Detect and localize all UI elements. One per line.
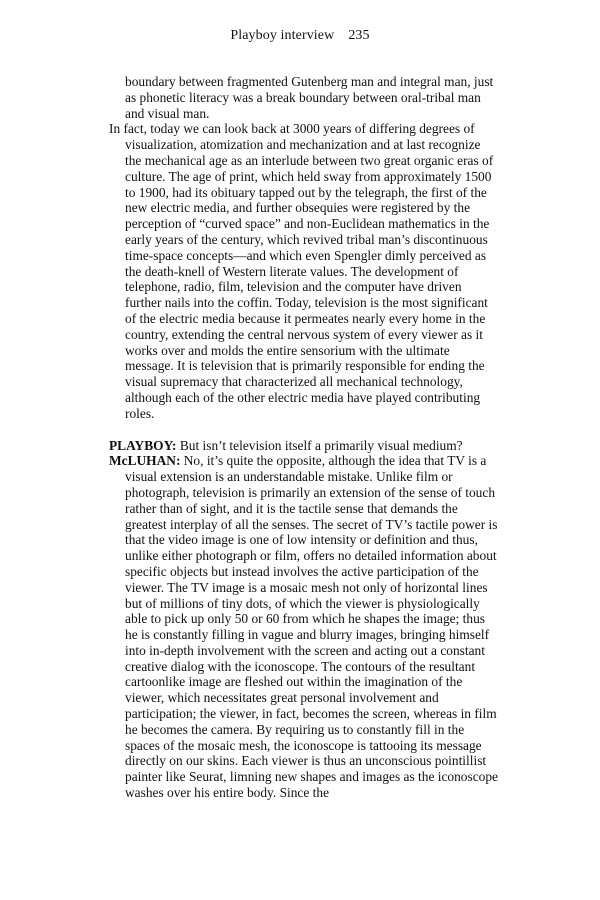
paragraph-spacer bbox=[109, 422, 499, 438]
dialogue-text: No, it’s quite the opposite, although the idea that TV is a visual extension is an understandable mistake. Unlike film or photograph, television is primarily an extension of the sense of touch rather than of sight, and it is the tactile sense that demands the greatest interplay of all the senses. The secret of TV’s tactile power is that the video image is one of low intensity or definition and thus, unlike either photograph or film, offers no detailed information about specific objects but instead involves the active participation of the viewer. The TV image is a mosaic mesh not only of horizontal lines but of millions of tiny dots, of which the viewer is physiologically able to pick up only 50 or 60 from which he shapes the image; thus he is constantly filling in vague and blurry images, bringing himself into in-depth involvement with the screen and acting out a constant creative dialog with the iconoscope. The contours of the resultant cartoonlike image are fleshed out within the imagination of the viewer, which necessitates great personal involvement and participation; the viewer, in fact, becomes the screen, whereas in film he becomes the camera. By requiring us to constantly fill in the spaces of the mosaic mesh, the iconoscope is tattooing its message directly on our skins. Each viewer is thus an unconscious pointillist painter like Seurat, limning new shapes and images as the iconoscope washes over his entire body. Since the bbox=[125, 453, 498, 801]
page-number: 235 bbox=[348, 28, 370, 43]
paragraph-continuation: boundary between fragmented Gutenberg man and integral man, just as phonetic literacy was a break boundary between oral-tribal man and visual man. bbox=[125, 74, 494, 121]
paragraph: In fact, today we can look back at 3000 years of differing degrees of visualization, atomization and mechanization and at last recognize the mechanical age as an interlude between two great organic eras of culture. The age of print, which held sway from approximately 1500 to 1900, had its obituary tapped out by the telegraph, the first of the new electric media, and further obsequies were registered by the perception of “curved space” and non-Euclidean mathematics in the early years of the century, which revived tribal man’s discontinuous time-space concepts—and which even Spengler dimly perceived as the death-knell of Western literate values. The development of telephone, radio, film, television and the computer have driven further nails into the coffin. Today, television is the most significant of the electric media because it permeates nearly every home in the country, extending the central nervous system of every viewer as it works over and molds the entire sensorium with the ultimate message. It is television that is primarily responsible for ending the visual supremacy that characterized all mechanical technology, although each of the other electric media have played contributing roles. bbox=[109, 121, 494, 421]
running-header bbox=[0, 28, 600, 44]
speaker-label: PLAYBOY: bbox=[109, 437, 177, 453]
dialogue-turn-mcluhan bbox=[109, 453, 499, 801]
header-title: Playboy interview bbox=[230, 28, 335, 43]
speaker-label: McLUHAN: bbox=[109, 453, 181, 469]
dialogue-text: But isn’t television itself a primarily visual medium? bbox=[179, 437, 463, 453]
dialogue-turn-playboy bbox=[109, 438, 499, 454]
body-text bbox=[109, 74, 499, 801]
